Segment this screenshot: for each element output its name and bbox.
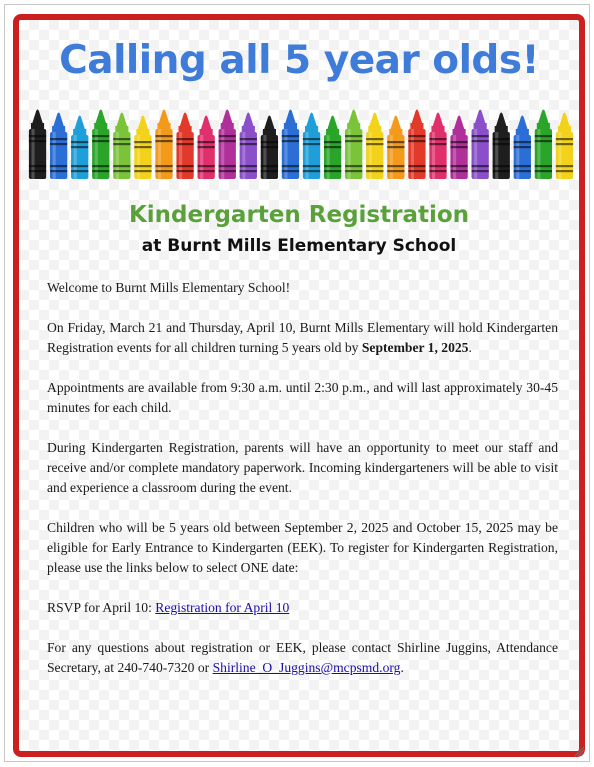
crayon (282, 110, 299, 180)
events-text: On Friday, March 21 and Thursday, April 10, Burnt Mills Elementary will hold Kindergarten Registration events for all children turning 5 years old by (47, 320, 558, 355)
contact-suffix: . (400, 660, 404, 675)
crayon (198, 116, 215, 180)
flyer-body (47, 278, 558, 698)
crayon (556, 113, 573, 180)
crayon (366, 113, 383, 180)
crayon (261, 116, 278, 180)
crayon (219, 110, 236, 180)
crayon (303, 113, 320, 180)
crayon (535, 110, 552, 180)
crayon (176, 113, 193, 180)
crayon (429, 113, 446, 180)
crayon (134, 116, 151, 180)
flyer-frame (13, 14, 585, 757)
crayon (155, 110, 172, 180)
contact-paragraph (47, 638, 558, 678)
crayon (472, 110, 489, 180)
during-registration-paragraph: During Kindergarten Registration, parents will have an opportunity to meet our staff and receive and/or complete mandatory paperwork. Incoming kindergarteners will be able to visit and experience a classroom during the event. (47, 440, 558, 495)
contact-email-link[interactable]: Shirline_O_Juggins@mcpsmd.org (212, 660, 401, 675)
crayon (71, 116, 88, 180)
crayon (92, 110, 109, 180)
crayon (514, 116, 531, 180)
headline: Calling all 5 year olds! (59, 38, 539, 83)
deadline-date: September 1, 2025 (361, 340, 469, 355)
crayon (324, 116, 341, 180)
crayon (387, 116, 404, 180)
appointments-paragraph: Appointments are available from 9:30 a.m. until 2:30 p.m., and will last approximately 30-45 minutes for each child. (47, 380, 558, 415)
rsvp-april-10-link[interactable]: Registration for April 10 (155, 600, 290, 615)
contact-text: For any questions about registration or EEK, please contact Shirline Juggins, Attendance Secretary, at 240-740-7320 or (47, 640, 558, 675)
resize-grip-icon[interactable] (574, 746, 585, 757)
crayon (50, 113, 67, 180)
crayon (345, 110, 362, 180)
page-container (4, 4, 590, 762)
crayon (408, 110, 425, 180)
eek-paragraph: Children who will be 5 years old between September 2, 2025 and October 15, 2025 may be eligible for Early Entrance to Kindergarten (EEK). To register for Kindergarten Registration, please use the links below to select ONE date: (47, 520, 558, 575)
events-paragraph (47, 318, 558, 358)
rsvp-label: RSVP for April 10: (47, 600, 156, 615)
registration-title: Kindergarten Registration (128, 202, 470, 228)
crayon (113, 113, 130, 180)
welcome-paragraph: Welcome to Burnt Mills Elementary School! (47, 280, 291, 295)
rsvp-line (47, 598, 558, 618)
crayon (493, 113, 510, 180)
crayon-banner-image (27, 107, 575, 179)
school-subtitle: at Burnt Mills Elementary School (141, 236, 457, 256)
crayon (240, 113, 257, 180)
events-suffix: . (468, 340, 472, 355)
crayon (450, 116, 467, 180)
crayon (29, 110, 46, 180)
